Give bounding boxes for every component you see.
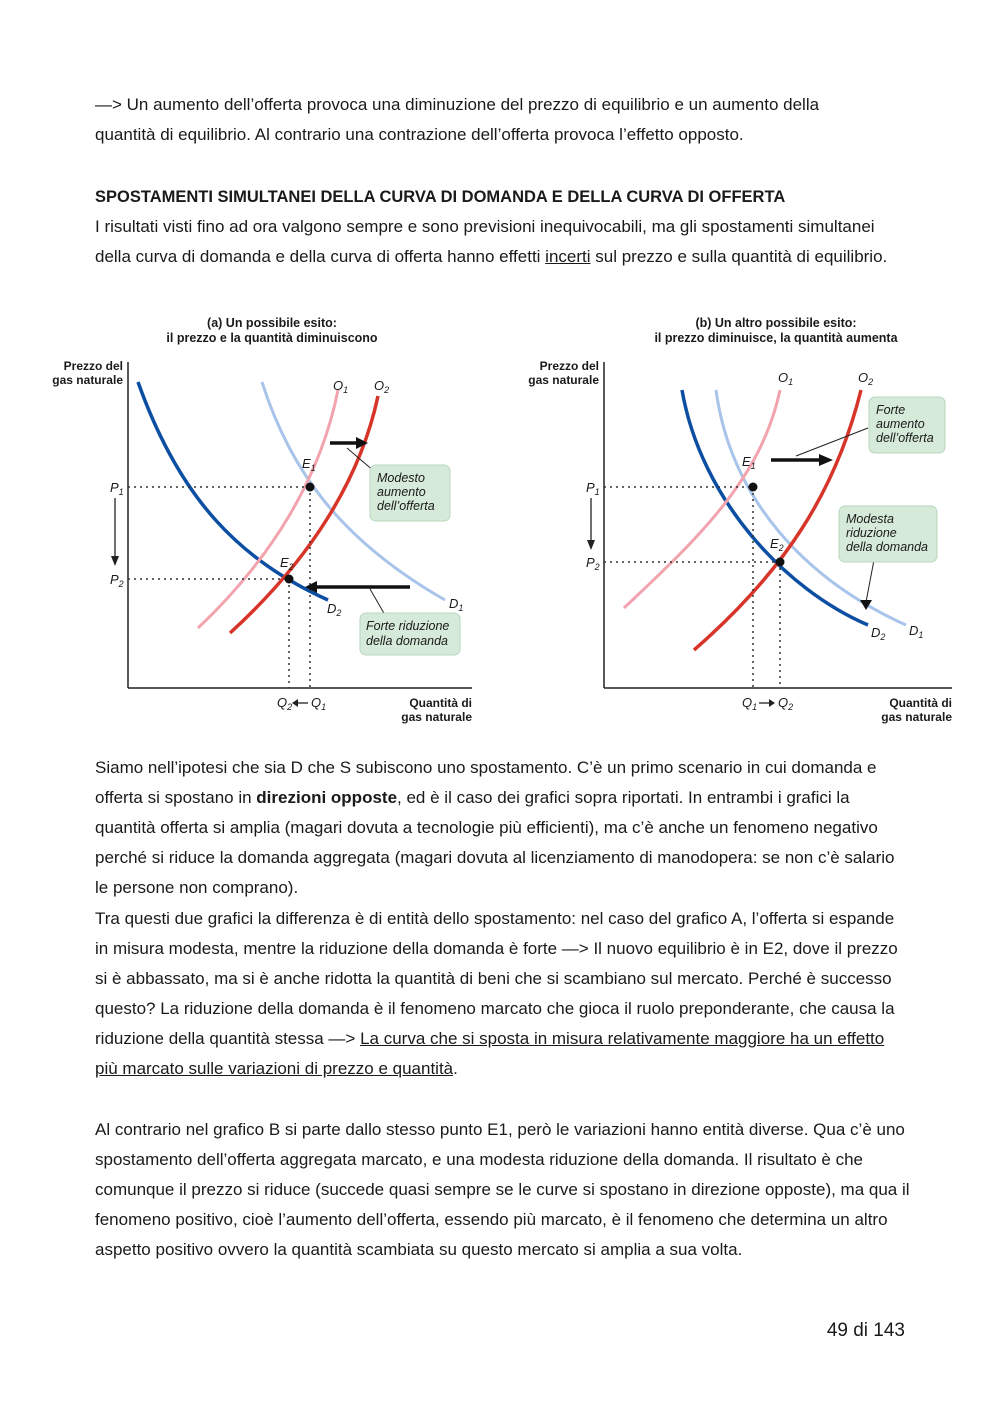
- label-o2: $O_2$: [374, 378, 390, 395]
- box2-line1: Forte riduzione: [366, 619, 450, 633]
- figure-b-svg: [516, 310, 956, 730]
- figure-a-svg: [40, 310, 480, 730]
- label-o1: $O_1$: [778, 370, 794, 387]
- quantity-arrowhead: [769, 699, 775, 707]
- label-q1: $Q_1$: [742, 695, 758, 712]
- figure-b-title-line1: (b) Un altro possibile esito:: [695, 316, 857, 330]
- label-q2: $Q_2$: [277, 695, 293, 712]
- text-segment: Tra questi due grafici la differenza è di entità dello spostamento: nel caso del grafico A, l’offerta si espande in misura modesta, mentre la riduzione della domanda è forte —> Il nuovo equilibrio è in E2, dove il prezzo si è abbassato, ma si è anche ridotta la quantità di beni che si scambiano sul mercato. Perché è successo questo? La riduzione della domanda è il fenomeno marcato che gioca il ruolo preponderante, che causa la riduzione della quantità stessa —>: [95, 909, 898, 1048]
- body-paragraph-3: Al contrario nel grafico B si parte dallo stesso punto E1, però le variazioni hanno entità diverse. Qua c’è uno spostamento dell’offerta aggregata marcato, e una modesta riduzione della domanda. Il risultato è che comunque il prezzo si riduce (succede quasi sempre se le curve si spostano in direzione opposte), ma qua il fenomeno positivo, cioè l’aumento dell’offerta, essendo più marcato, è il fenomeno che determina un altro aspetto positivo ovvero la quantità scambiata su questo mercato si amplia a sua volta.: [95, 1120, 910, 1259]
- label-o1: $O_1$: [333, 378, 349, 395]
- page-number: 49 di 143: [826, 1320, 905, 1341]
- text-segment: , ed è il caso dei grafici sopra riportati. In entrambi i grafici la quantità offerta si amplia (magari dovuta a tecnologie più efficienti), ma c’è anche un fenomeno negativo perché si riduce la domanda aggregata (magari dovuta al licenziamento di manodopera: se non c’è salario le persone non comprano).: [95, 788, 895, 897]
- intro-paragraph: [95, 90, 910, 150]
- label-p1: $P_1$: [586, 480, 600, 497]
- y-axis-label-line2: gas naturale: [52, 373, 123, 387]
- equilibrium-e1: [306, 483, 315, 492]
- label-d1: $D_1$: [909, 623, 924, 640]
- label-d2: $D_2$: [327, 601, 342, 618]
- figure-b: [516, 310, 956, 730]
- supply-shift-arrowhead: [819, 454, 833, 466]
- price-down-arrowhead: [587, 540, 595, 550]
- box2-line1: Modesta: [846, 512, 894, 526]
- box1-pointer: [796, 428, 868, 456]
- figure-a-title-line1: (a) Un possibile esito:: [207, 316, 337, 330]
- intro-line-1: —> Un aumento dell’offerta provoca una diminuzione del prezzo di equilibrio e un aumento della: [95, 95, 820, 114]
- box1-line2: aumento: [876, 417, 925, 431]
- box1-line3: dell’offerta: [377, 499, 435, 513]
- quantity-arrowhead: [292, 699, 298, 707]
- label-o2: $O_2$: [858, 370, 874, 387]
- x-axis-label-line2: gas naturale: [401, 710, 472, 724]
- box1-line1: Modesto: [377, 471, 425, 485]
- label-p2: $P_2$: [110, 572, 124, 589]
- box1-line2: aumento: [377, 485, 426, 499]
- equilibrium-e1: [749, 483, 758, 492]
- box1-line1: Forte: [876, 403, 906, 417]
- box2-line2: della domanda: [366, 634, 449, 648]
- label-d2: $D_2$: [871, 625, 886, 642]
- label-p2: $P_2$: [586, 555, 600, 572]
- box2-pointer: [370, 589, 385, 615]
- x-axis-label-line1: Quantità di: [889, 696, 952, 710]
- box1-line3: dell’offerta: [876, 431, 934, 445]
- label-q1: $Q_1$: [311, 695, 327, 712]
- label-d1: $D_1$: [449, 596, 464, 613]
- label-e1: $E_1$: [302, 456, 316, 473]
- section-paragraph: [95, 212, 910, 272]
- label-e2: $E_2$: [770, 536, 784, 553]
- text-segment: .: [453, 1059, 458, 1078]
- y-axis-label-line1: Prezzo del: [539, 359, 599, 373]
- price-down-arrowhead: [111, 556, 119, 566]
- label-q2: $Q_2$: [778, 695, 794, 712]
- text-segment: Siamo nell’ipotesi che sia D che S subiscono uno spostamento. C’è un primo scenario in cui domanda e offerta si spostano in: [95, 758, 877, 807]
- equilibrium-e2: [285, 575, 294, 584]
- demand-curve-d2: [138, 382, 328, 600]
- label-e1: $E_1$: [742, 454, 756, 471]
- y-axis-label-line1: Prezzo del: [63, 359, 123, 373]
- intro-line-2: quantità di equilibrio. Al contrario una contrazione dell’offerta provoca l’effetto opposto.: [95, 125, 744, 144]
- x-axis-label-line2: gas naturale: [881, 710, 952, 724]
- supply-curve-o2: [694, 390, 861, 650]
- underlined-statement: La curva che si sposta in misura relativamente maggiore ha un effetto più marcato sulle variazioni di prezzo e quantità: [95, 1029, 885, 1078]
- label-p1: $P_1$: [110, 480, 124, 497]
- figure-a-title-line2: il prezzo e la quantità diminuiscono: [166, 331, 378, 345]
- figure-a: [40, 310, 480, 730]
- equilibrium-e2: [776, 558, 785, 567]
- x-axis-label-line1: Quantità di: [409, 696, 472, 710]
- body-paragraph-2: [95, 904, 910, 1084]
- body-paragraph-1: [95, 753, 910, 903]
- box2-line2: riduzione: [846, 526, 897, 540]
- text-segment: sul prezzo e sulla quantità di equilibrio.: [590, 247, 888, 266]
- box2-line3: della domanda: [846, 540, 929, 554]
- supply-curve-o2: [230, 396, 378, 633]
- text-segment: I risultati visti fino ad ora valgono sempre e sono previsioni inequivocabili, ma gli spostamenti simultanei della curva di domanda e della curva di offerta hanno effetti: [95, 217, 875, 266]
- label-e2: $E_2$: [280, 555, 294, 572]
- section-heading: SPOSTAMENTI SIMULTANEI DELLA CURVA DI DOMANDA E DELLA CURVA DI OFFERTA: [95, 188, 786, 206]
- underlined-term: incerti: [545, 247, 591, 266]
- bold-term: direzioni opposte: [256, 788, 398, 807]
- figure-b-title-line2: il prezzo diminuisce, la quantità aumenta: [654, 331, 898, 345]
- y-axis-label-line2: gas naturale: [528, 373, 599, 387]
- box2-pointer: [866, 560, 874, 602]
- demand-curve-d2: [682, 390, 868, 625]
